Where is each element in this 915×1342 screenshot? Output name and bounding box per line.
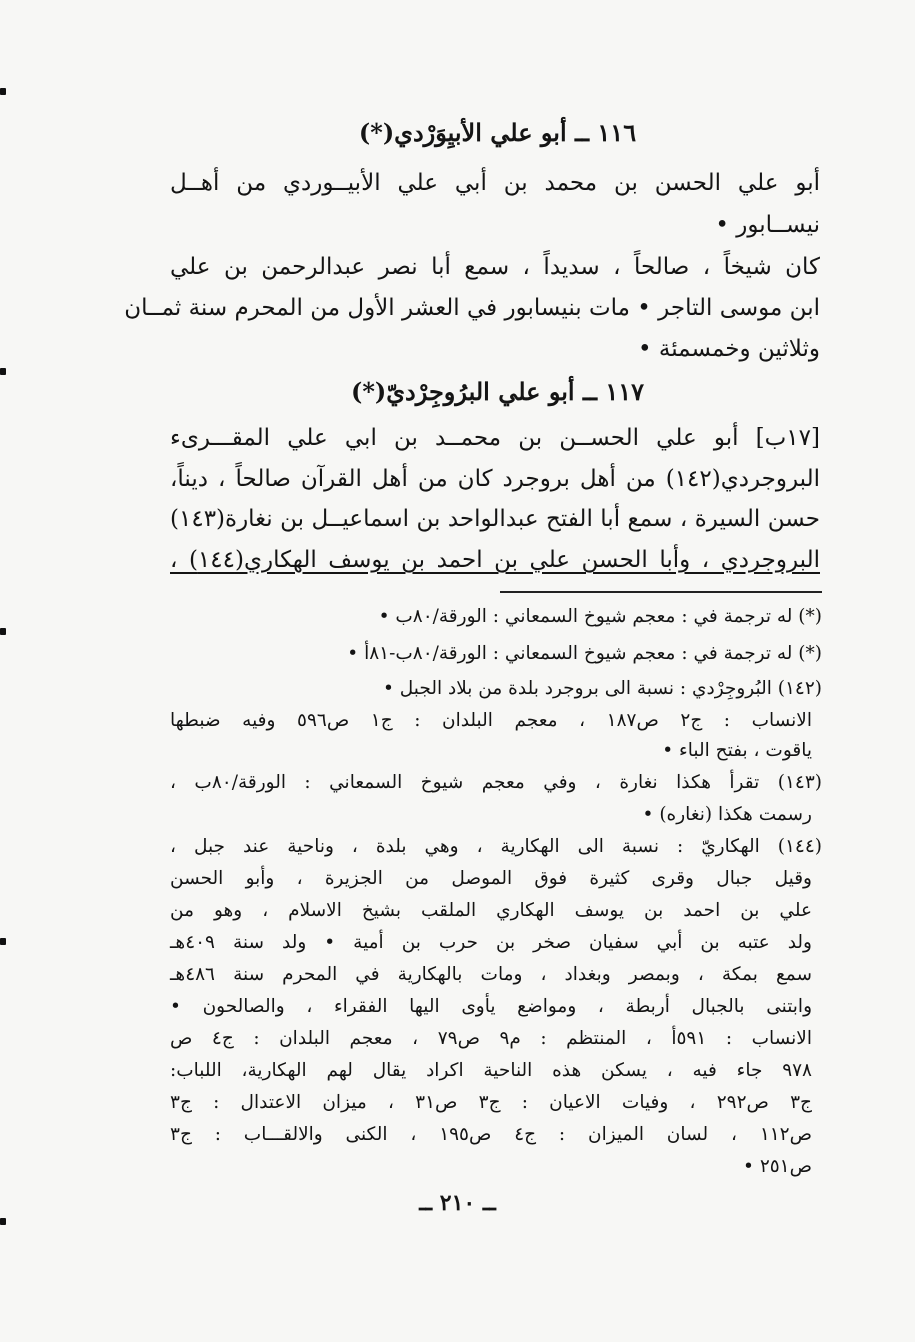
footnote-line: ياقوت ، بفتح الباء •: [662, 740, 812, 761]
entry-116-line: كان شيخاً ، صالحاً ، سديداً ، سمع أبا نصر عبدالرحمن بن علي: [170, 254, 820, 280]
footnote-line: وابتنى بالجبال أربطة ، ومواضع يأوى اليها الفقراء ، والصالحون •: [170, 996, 812, 1017]
footnote-line: (١٤٤) الهكاريّ : نسبة الى الهكارية ، وهي بلدة ، وناحية عند جبل ،: [170, 836, 822, 857]
footnote-line: رسمت هكذا (نغاره) •: [642, 804, 812, 825]
footnote-separator: [500, 591, 822, 593]
entry-117-line: البروجردي ، وأبا الحسن علي بن احمد بن يوسف الهكاري(١٤٤) ،: [170, 547, 820, 573]
footnote-line: (*) له ترجمة في : معجم شيوخ السمعاني : الورقة/٨٠ب •: [378, 606, 822, 627]
footnote-line: ص٢٥١ •: [743, 1156, 812, 1177]
entry-116-line: ابن موسى التاجر • مات بنيسابور في العشر الأول من المحرم سنة ثمــان: [124, 295, 820, 321]
entry-116-heading: ١١٦ ــ أبو علي الأبيِوَرْدي(*): [358, 118, 637, 147]
footnote-line: ٩٧٨ جاء فيه ، يسكن هذه الناحية اكراد يقال لهم الهكارية، اللباب:: [170, 1060, 812, 1081]
footnote-line: (١٤٣) تقرأ هكذا نغارة ، وفي معجم شيوخ السمعاني : الورقة/٨٠ب ،: [170, 772, 822, 793]
footnote-line: سمع بمكة ، وبمصر وبغداد ، ومات بالهكارية في المحرم سنة ٤٨٦هـ: [170, 964, 812, 985]
entry-116-line: أبو علي الحسن بن محمد بن أبي علي الأبيــوردي من أهــل: [170, 170, 820, 196]
entry-117-line: البروجردي(١٤٢) من أهل بروجرد كان من أهل القرآن صالحاً ، ديناً،: [170, 466, 820, 492]
footnote-line: ج٣ ص٢٩٢ ، وفيات الاعيان : ج٣ ص٣١ ، ميزان الاعتدال : ج٣: [170, 1092, 812, 1113]
footnote-line: (١٤٢) البُروجِرْدي : نسبة الى بروجرد بلدة من بلاد الجبل •: [383, 678, 822, 699]
entry-116-line: وثلاثين وخمسمئة •: [638, 336, 820, 362]
footnote-line: ص١١٢ ، لسان الميزان : ج٤ ص١٩٥ ، الكنى والالقـــاب : ج٣: [170, 1124, 812, 1145]
footnote-line: الانساب : ج٢ ص١٨٧ ، معجم البلدان : ج١ ص٥٩٦ وفيه ضبطها: [170, 710, 812, 731]
footnote-line: ولد عتبه بن أبي سفيان صخر بن حرب بن أمية • ولد سنة ٤٠٩هـ: [170, 932, 812, 953]
page-number: ــ ٢١٠ ــ: [419, 1190, 496, 1216]
footnote-line: (*) له ترجمة في : معجم شيوخ السمعاني : الورقة/٨٠ب-٨١أ •: [347, 643, 822, 664]
margin-mark: [0, 88, 6, 95]
footnote-line: علي بن احمد بن يوسف الهكاري الملقب بشيخ الاسلام ، وهو من: [170, 900, 812, 921]
entry-116-line: نيســابور •: [715, 212, 820, 238]
margin-mark: [0, 938, 6, 945]
entry-117-heading: ١١٧ ــ أبو علي البرُوجِرْديّ(*): [350, 377, 645, 406]
margin-mark: [0, 368, 6, 375]
margin-mark: [0, 628, 6, 635]
entry-117-line: حسن السيرة ، سمع أبا الفتح عبدالواحد بن اسماعيــل بن نغارة(١٤٣): [170, 506, 820, 532]
margin-mark: [0, 1218, 6, 1225]
entry-117-line: [١٧ب] أبو علي الحســن بن محمــد بن ابي علي المقـــرىء: [170, 425, 820, 451]
footnote-line: الانساب : ٥٩١أ ، المنتظم : م٩ ص٧٩ ، معجم البلدان : ج٤ ص: [170, 1028, 812, 1049]
footnote-line: وقيل جبال وقرى كثيرة فوق الموصل من الجزيرة ، وأبو الحسن: [170, 868, 812, 889]
